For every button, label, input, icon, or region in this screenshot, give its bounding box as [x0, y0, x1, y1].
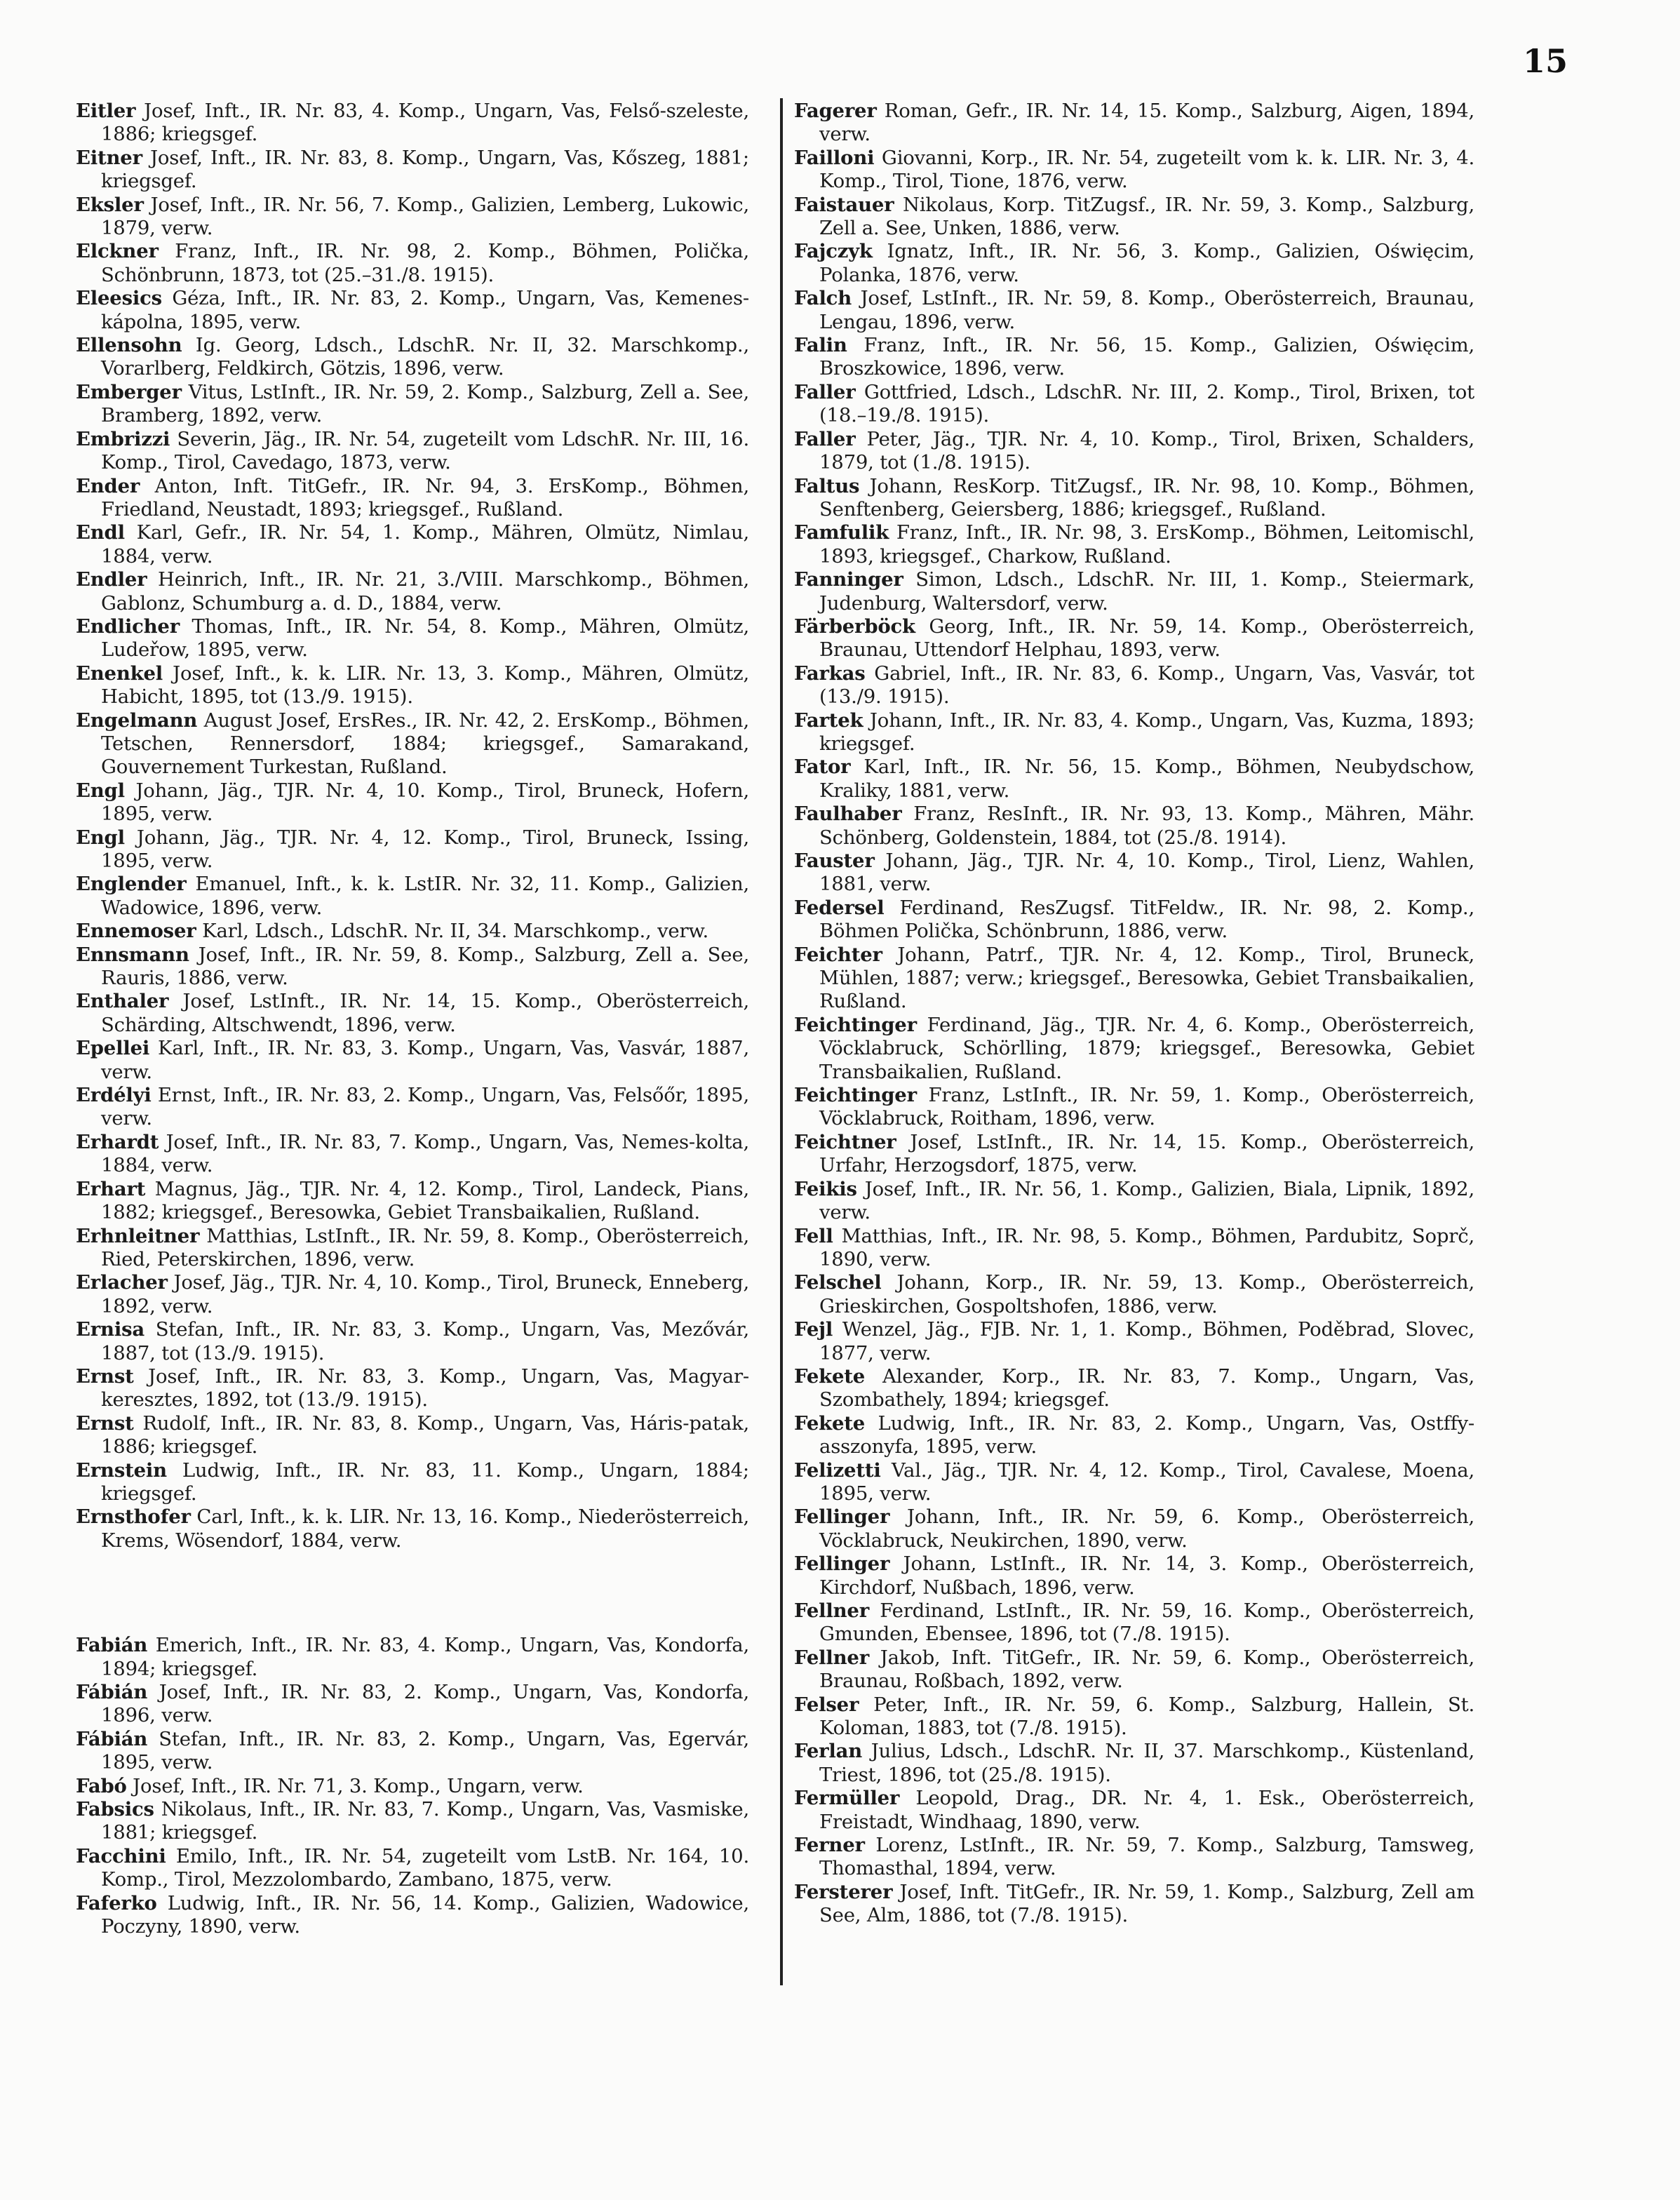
- entry-surname: Fauster: [794, 850, 875, 872]
- entry-surname: Endl: [76, 521, 125, 544]
- entry-details: Emanuel, Inft., k. k. LstIR. Nr. 32, 11. Komp., Galizien, Wadowice, 1896, verw.: [101, 873, 749, 919]
- register-entry: [76, 1412, 749, 1459]
- entry-surname: Endlicher: [76, 615, 180, 638]
- entry-surname: Fabsics: [76, 1798, 154, 1821]
- register-entry: [76, 920, 749, 943]
- entry-details: Simon, Ldsch., LdschR. Nr. III, 1. Komp., Steiermark, Judenburg, Waltersdorf, verw.: [819, 568, 1474, 615]
- register-entry: [76, 990, 749, 1037]
- entry-surname: Felizetti: [794, 1458, 881, 1482]
- register-entry: [76, 1681, 749, 1728]
- entry-surname: Engl: [76, 826, 125, 849]
- entry-surname: Embrizzi: [76, 427, 170, 450]
- entry-details: Franz, Inft., IR. Nr. 56, 15. Komp., Galizien, Oświęcim, Broszkowice, 1896, verw.: [819, 334, 1475, 380]
- entry-details: Severin, Jäg., IR. Nr. 54, zugeteilt vom LdschR. Nr. III, 16. Komp., Tirol, Cavedago, 1873, verw.: [101, 427, 749, 474]
- register-entry: [76, 1037, 749, 1084]
- register-entry: [76, 779, 749, 826]
- register-entry: [76, 1775, 749, 1798]
- right-column: [794, 100, 1474, 1928]
- entry-details: Johann, Jäg., TJR. Nr. 4, 10. Komp., Tirol, Bruneck, Hofern, 1895, verw.: [101, 779, 749, 826]
- entry-details: Josef, Inft., k. k. LIR. Nr. 13, 3. Komp., Mähren, Olmütz, Habicht, 1895, tot (13./9. 1915).: [101, 662, 749, 709]
- register-entry: [794, 756, 1474, 803]
- entry-details: Carl, Inft., k. k. LIR. Nr. 13, 16. Komp., Niederösterreich, Krems, Wösendorf, 1884, verw.: [101, 1505, 750, 1552]
- entry-surname: Fekete: [794, 1364, 866, 1388]
- entry-surname: Fábián: [76, 1727, 148, 1750]
- entry-details: Franz, Inft., IR. Nr. 98, 2. Komp., Böhmen, Polička, Schönbrunn, 1873, tot (25.–31./8. 1915).: [101, 240, 750, 286]
- entry-details: Peter, Inft., IR. Nr. 59, 6. Komp., Salzburg, Hallein, St. Koloman, 1883, tot (7./8. 1915).: [819, 1693, 1474, 1740]
- entry-details: Jakob, Inft. TitGefr., IR. Nr. 59, 6. Komp., Oberösterreich, Braunau, Roßbach, 1892, verw.: [819, 1646, 1474, 1693]
- register-entry: [794, 709, 1474, 756]
- entry-surname: Fabián: [76, 1634, 148, 1657]
- entry-details: Ludwig, Inft., IR. Nr. 83, 11. Komp., Ungarn, 1884; kriegsgef.: [101, 1458, 749, 1505]
- entry-details: Anton, Inft. TitGefr., IR. Nr. 94, 3. ErsKomp., Böhmen, Friedland, Neustadt, 1893; kriegsgef., Rußland.: [101, 474, 749, 521]
- entry-details: Nikolaus, Korp. TitZugsf., IR. Nr. 59, 3. Komp., Salzburg, Zell a. See, Unken, 1886, verw.: [819, 193, 1475, 240]
- register-entry: [76, 428, 749, 475]
- register-entry: [794, 1365, 1474, 1412]
- register-entry: [794, 897, 1474, 944]
- register-entry: [76, 1892, 749, 1939]
- register-entry: [794, 1271, 1474, 1318]
- entry-surname: Erhart: [76, 1177, 146, 1200]
- register-entry: [794, 1505, 1474, 1552]
- register-entry: [794, 1459, 1474, 1506]
- entry-details: Josef, LstInft., IR. Nr. 14, 15. Komp., Oberösterreich, Urfahr, Herzogsdorf, 1875, verw.: [819, 1130, 1474, 1177]
- entry-details: Ernst, Inft., IR. Nr. 83, 2. Komp., Ungarn, Vas, Felsőőr, 1895, verw.: [101, 1084, 749, 1130]
- entry-surname: Fersterer: [794, 1880, 893, 1903]
- entry-details: Josef, Inft., IR. Nr. 56, 7. Komp., Galizien, Lemberg, Lukowic, 1879, verw.: [101, 193, 749, 240]
- entry-surname: Ferner: [794, 1834, 865, 1857]
- register-entry: [794, 381, 1474, 428]
- entry-surname: Eitner: [76, 146, 142, 169]
- register-entry: [794, 428, 1474, 475]
- register-entry: [794, 1646, 1474, 1693]
- entry-surname: Erdélyi: [76, 1084, 152, 1107]
- entry-surname: Endler: [76, 568, 147, 591]
- register-entry: [76, 1798, 749, 1845]
- entry-surname: Erhardt: [76, 1130, 159, 1153]
- entry-details: Ferdinand, Jäg., TJR. Nr. 4, 6. Komp., Oberösterreich, Vöcklabruck, Schörlling, 1879; kriegsgef., Beresowka, Gebiet Transbaikalien, Rußland.: [819, 1013, 1474, 1083]
- entry-details: Josef, LstInft., IR. Nr. 14, 15. Komp., Oberösterreich, Schärding, Altschwendt, 1896, verw.: [101, 990, 749, 1036]
- entry-surname: Fagerer: [794, 100, 877, 122]
- register-entry: [76, 1728, 749, 1775]
- entry-details: Karl, Gefr., IR. Nr. 54, 1. Komp., Mähren, Olmütz, Nimlau, 1884, verw.: [101, 521, 749, 568]
- register-entry: [76, 240, 749, 287]
- register-entry: [794, 1318, 1474, 1365]
- entry-surname: Erhnleitner: [76, 1224, 200, 1247]
- entry-surname: Fartek: [794, 709, 863, 732]
- entry-surname: Ennemoser: [76, 920, 196, 943]
- entry-details: Lorenz, LstInft., IR. Nr. 59, 7. Komp., Salzburg, Tamsweg, Thomasthal, 1894, verw.: [819, 1834, 1474, 1880]
- register-entry: [76, 521, 749, 568]
- entry-details: Georg, Inft., IR. Nr. 59, 14. Komp., Oberösterreich, Braunau, Uttendorf Helphau, 1893, verw.: [819, 615, 1474, 662]
- entry-surname: Fermüller: [794, 1787, 900, 1810]
- entry-surname: Ernsthofer: [76, 1505, 191, 1529]
- entry-details: Josef, Inft., IR. Nr. 83, 3. Komp., Ungarn, Vas, Magyar-keresztes, 1892, tot (13./9. 1915).: [101, 1364, 750, 1411]
- register-entry: [76, 1459, 749, 1506]
- entry-details: August Josef, ErsRes., IR. Nr. 42, 2. ErsKomp., Böhmen, Tetschen, Rennersdorf, 1884; kriegsgef., Samarakand, Gouvernement Turkestan, Rußland.: [101, 709, 749, 779]
- entry-details: Ig. Georg, Ldsch., LdschR. Nr. II, 32. Marschkomp., Vorarlberg, Feldkirch, Götzis, 1896, verw.: [101, 334, 750, 380]
- register-entry: [794, 1131, 1474, 1178]
- entry-surname: Eitler: [76, 100, 136, 122]
- entry-details: Leopold, Drag., DR. Nr. 4, 1. Esk., Oberösterreich, Freistadt, Windhaag, 1890, verw.: [819, 1787, 1475, 1833]
- register-entry: [76, 1084, 749, 1131]
- entry-surname: Faltus: [794, 474, 860, 497]
- entry-details: Gabriel, Inft., IR. Nr. 83, 6. Komp., Ungarn, Vas, Vasvár, tot (13./9. 1915).: [819, 662, 1475, 709]
- entry-surname: Faller: [794, 427, 856, 450]
- entry-details: Emerich, Inft., IR. Nr. 83, 4. Komp., Ungarn, Vas, Kondorfa, 1894; kriegsgef.: [101, 1634, 749, 1680]
- register-entry: [794, 1787, 1474, 1834]
- entry-surname: Ernisa: [76, 1318, 145, 1341]
- entry-details: Josef, Inft., IR. Nr. 59, 8. Komp., Salzburg, Zell a. See, Rauris, 1886, verw.: [101, 943, 750, 990]
- register-entry: [76, 1225, 749, 1272]
- entry-details: Josef, Inft., IR. Nr. 83, 8. Komp., Ungarn, Vas, Kőszeg, 1881; kriegsgef.: [101, 146, 749, 193]
- entry-surname: Ernst: [76, 1364, 134, 1388]
- entry-details: Thomas, Inft., IR. Nr. 54, 8. Komp., Mähren, Olmütz, Ludeřow, 1895, verw.: [101, 615, 749, 662]
- entry-surname: Faistauer: [794, 193, 894, 216]
- register-entry: [794, 662, 1474, 709]
- entry-details: Emilo, Inft., IR. Nr. 54, zugeteilt vom LstB. Nr. 164, 10. Komp., Tirol, Mezzolombardo, Zambano, 1875, verw.: [101, 1844, 749, 1891]
- entry-details: Franz, ResInft., IR. Nr. 93, 13. Komp., Mähren, Mähr. Schönberg, Goldenstein, 1884, tot (25./8. 1914).: [819, 803, 1474, 849]
- entry-details: Josef, Inft., IR. Nr. 83, 2. Komp., Ungarn, Vas, Kondorfa, 1896, verw.: [101, 1681, 749, 1727]
- entry-details: Ferdinand, ResZugsf. TitFeldw., IR. Nr. 98, 2. Komp., Böhmen Polička, Schönbrunn, 1886, verw.: [819, 896, 1474, 943]
- entry-surname: Feikis: [794, 1177, 857, 1200]
- left-column: [76, 100, 749, 1938]
- entry-surname: Fellinger: [794, 1505, 890, 1529]
- register-entry: [794, 521, 1474, 568]
- entry-details: Johann, Inft., IR. Nr. 59, 6. Komp., Oberösterreich, Vöcklabruck, Neukirchen, 1890, verw.: [819, 1505, 1474, 1552]
- register-entry: [76, 709, 749, 779]
- entry-details: Rudolf, Inft., IR. Nr. 83, 8. Komp., Ungarn, Vas, Háris-patak, 1886; kriegsgef.: [101, 1411, 749, 1458]
- entry-surname: Epellei: [76, 1037, 150, 1060]
- entry-details: Peter, Jäg., TJR. Nr. 4, 10. Komp., Tirol, Brixen, Schalders, 1879, tot (1./8. 1915).: [819, 427, 1474, 474]
- entry-surname: Fejl: [794, 1318, 833, 1341]
- register-entry: [76, 1131, 749, 1178]
- register-entry: [794, 1084, 1474, 1131]
- entry-details: Val., Jäg., TJR. Nr. 4, 12. Komp., Tirol, Cavalese, Moena, 1895, verw.: [819, 1458, 1475, 1505]
- entry-details: Josef, Inft., IR. Nr. 71, 3. Komp., Ungarn, verw.: [133, 1774, 584, 1797]
- entry-surname: Falch: [794, 287, 852, 310]
- entry-surname: Engl: [76, 779, 125, 802]
- entry-surname: Fellner: [794, 1599, 869, 1622]
- entry-surname: Elckner: [76, 240, 159, 263]
- entry-details: Karl, Inft., IR. Nr. 83, 3. Komp., Ungarn, Vas, Vasvár, 1887, verw.: [101, 1037, 750, 1083]
- register-entry: [794, 1599, 1474, 1646]
- entry-surname: Federsel: [794, 896, 885, 919]
- register-entry: [76, 100, 749, 147]
- entry-details: Gottfried, Ldsch., LdschR. Nr. III, 2. Komp., Tirol, Brixen, tot (18.–19./8. 1915).: [819, 380, 1474, 427]
- entry-surname: Fabó: [76, 1774, 127, 1797]
- entry-surname: Fanninger: [794, 568, 903, 591]
- register-entry: [76, 1318, 749, 1365]
- register-entry: [794, 287, 1474, 334]
- register-entry: [76, 475, 749, 522]
- entry-surname: Ernst: [76, 1411, 134, 1435]
- entry-details: Johann, Jäg., TJR. Nr. 4, 10. Komp., Tirol, Lienz, Wahlen, 1881, verw.: [819, 850, 1474, 896]
- entry-details: Heinrich, Inft., IR. Nr. 21, 3./VIII. Marschkomp., Böhmen, Gablonz, Schumburg a. d. D., 1884, verw.: [101, 568, 749, 615]
- entry-surname: Ellensohn: [76, 334, 182, 357]
- entry-details: Julius, Ldsch., LdschR. Nr. II, 37. Marschkomp., Küstenland, Triest, 1896, tot (25./8. 1915).: [819, 1740, 1474, 1786]
- entry-details: Vitus, LstInft., IR. Nr. 59, 2. Komp., Salzburg, Zell a. See, Bramberg, 1892, verw.: [101, 380, 749, 427]
- entry-details: Stefan, Inft., IR. Nr. 83, 2. Komp., Ungarn, Vas, Egervár, 1895, verw.: [101, 1727, 749, 1774]
- register-entry: [76, 1365, 749, 1412]
- entry-details: Alexander, Korp., IR. Nr. 83, 7. Komp., Ungarn, Vas, Szombathely, 1894; kriegsgef.: [819, 1364, 1474, 1411]
- entry-details: Johann, Patrf., TJR. Nr. 4, 12. Komp., Tirol, Bruneck, Mühlen, 1887; verw.; kriegsgef., Beresowka, Gebiet Transbaikalien, Rußland.: [819, 943, 1475, 1013]
- register-entry: [76, 1845, 749, 1892]
- register-entry: [794, 1014, 1474, 1084]
- entry-details: Karl, Ldsch., LdschR. Nr. II, 34. Marschkomp., verw.: [202, 920, 709, 943]
- entry-surname: Fellinger: [794, 1552, 890, 1576]
- entry-details: Roman, Gefr., IR. Nr. 14, 15. Komp., Salzburg, Aigen, 1894, verw.: [819, 100, 1474, 146]
- register-entry: [76, 873, 749, 920]
- entry-surname: Feichtinger: [794, 1013, 917, 1036]
- register-entry: [76, 147, 749, 194]
- entry-surname: Felser: [794, 1693, 859, 1716]
- register-entry: [794, 1552, 1474, 1599]
- entry-details: Franz, Inft., IR. Nr. 98, 3. ErsKomp., Böhmen, Leitomischl, 1893, kriegsgef., Charkow, Rußland.: [819, 521, 1474, 568]
- entry-surname: Ferlan: [794, 1740, 863, 1763]
- register-entry: [76, 1178, 749, 1225]
- register-entry: [794, 568, 1474, 615]
- register-entry: [76, 1271, 749, 1318]
- entry-details: Franz, LstInft., IR. Nr. 59, 1. Komp., Oberösterreich, Vöcklabruck, Roitham, 1896, verw.: [819, 1084, 1474, 1130]
- entry-details: Ignatz, Inft., IR. Nr. 56, 3. Komp., Galizien, Oświęcim, Polanka, 1876, verw.: [819, 240, 1474, 286]
- entry-surname: Emberger: [76, 380, 182, 403]
- entry-details: Matthias, LstInft., IR. Nr. 59, 8. Komp., Oberösterreich, Ried, Peterskirchen, 1896, verw.: [101, 1224, 749, 1270]
- entry-surname: Falin: [794, 334, 847, 357]
- register-entry: [76, 194, 749, 241]
- entry-details: Matthias, Inft., IR. Nr. 98, 5. Komp., Böhmen, Pardubitz, Soprč, 1890, verw.: [819, 1224, 1474, 1270]
- entry-surname: Faferko: [76, 1891, 157, 1914]
- entry-surname: Faulhaber: [794, 803, 902, 826]
- entry-surname: Färberböck: [794, 615, 915, 638]
- entry-surname: Enenkel: [76, 662, 163, 685]
- entry-surname: Fellner: [794, 1646, 869, 1669]
- register-entry: [794, 334, 1474, 381]
- entry-surname: Facchini: [76, 1844, 166, 1867]
- register-entry: [76, 1505, 749, 1552]
- register-entry: [76, 826, 749, 873]
- entry-surname: Engelmann: [76, 709, 198, 732]
- register-entry: [794, 1834, 1474, 1881]
- entry-surname: Feichtinger: [794, 1084, 917, 1107]
- entry-surname: Feichter: [794, 943, 882, 966]
- entry-surname: Fábián: [76, 1681, 148, 1703]
- register-entry: [76, 568, 749, 615]
- entry-details: Giovanni, Korp., IR. Nr. 54, zugeteilt vom k. k. LIR. Nr. 3, 4. Komp., Tirol, Tione, 1876, verw.: [819, 146, 1474, 193]
- entry-details: Johann, LstInft., IR. Nr. 14, 3. Komp., Oberösterreich, Kirchdorf, Nußbach, 1896, verw.: [819, 1552, 1474, 1599]
- register-entry: [794, 803, 1474, 850]
- register-entry: [76, 1634, 749, 1681]
- entry-surname: Fell: [794, 1224, 833, 1247]
- entry-details: Josef, Inft. TitGefr., IR. Nr. 59, 1. Komp., Salzburg, Zell am See, Alm, 1886, tot (7./8. 1915).: [819, 1880, 1474, 1927]
- entry-surname: Enthaler: [76, 990, 169, 1013]
- register-entry: [794, 1412, 1474, 1459]
- entry-details: Johann, ResKorp. TitZugsf., IR. Nr. 98, 10. Komp., Böhmen, Senftenberg, Geiersberg, 1886; kriegsgef., Rußland.: [819, 474, 1475, 521]
- entry-surname: Fekete: [794, 1411, 866, 1435]
- register-entry: [794, 944, 1474, 1014]
- entry-surname: Ennsmann: [76, 943, 189, 966]
- entry-details: Ludwig, Inft., IR. Nr. 56, 14. Komp., Galizien, Wadowice, Poczyny, 1890, verw.: [101, 1891, 750, 1938]
- entry-details: Wenzel, Jäg., FJB. Nr. 1, 1. Komp., Böhmen, Poděbrad, Slovec, 1877, verw.: [819, 1318, 1474, 1364]
- entry-surname: Englender: [76, 873, 187, 896]
- entry-details: Josef, Inft., IR. Nr. 56, 1. Komp., Galizien, Biala, Lipnik, 1892, verw.: [819, 1177, 1474, 1224]
- register-entry: [794, 1693, 1474, 1740]
- register-entry: [794, 194, 1474, 241]
- register-entry: [794, 240, 1474, 287]
- entry-surname: Ender: [76, 474, 140, 497]
- entry-surname: Faller: [794, 380, 856, 403]
- register-entry: [794, 1881, 1474, 1928]
- register-entry: [76, 287, 749, 334]
- entry-surname: Famfulik: [794, 521, 889, 544]
- register-entry: [794, 1740, 1474, 1787]
- entry-details: Karl, Inft., IR. Nr. 56, 15. Komp., Böhmen, Neubydschow, Kraliky, 1881, verw.: [819, 756, 1474, 802]
- section-gap: [76, 1552, 749, 1634]
- register-entry: [794, 100, 1474, 147]
- register-entry: [794, 147, 1474, 194]
- entry-surname: Eleesics: [76, 287, 162, 310]
- entry-details: Magnus, Jäg., TJR. Nr. 4, 12. Komp., Tirol, Landeck, Pians, 1882; kriegsgef., Beresowka, Gebiet Transbaikalien, Rußland.: [101, 1177, 749, 1224]
- entry-surname: Felschel: [794, 1271, 882, 1294]
- entry-surname: Fator: [794, 756, 851, 779]
- register-entry: [794, 1178, 1474, 1225]
- entry-surname: Feichtner: [794, 1130, 896, 1153]
- register-entry: [76, 381, 749, 428]
- entry-surname: Fajczyk: [794, 240, 873, 263]
- register-entry: [794, 850, 1474, 897]
- page-number: 15: [1522, 42, 1568, 80]
- entry-surname: Failloni: [794, 146, 875, 169]
- column-divider: [780, 98, 783, 1985]
- entry-details: Josef, LstInft., IR. Nr. 59, 8. Komp., Oberösterreich, Braunau, Lengau, 1896, verw.: [819, 287, 1474, 333]
- entry-details: Josef, Inft., IR. Nr. 83, 4. Komp., Ungarn, Vas, Felső-szeleste, 1886; kriegsgef.: [101, 100, 749, 146]
- entry-surname: Eksler: [76, 193, 144, 216]
- entry-surname: Farkas: [794, 662, 866, 685]
- entry-details: Josef, Jäg., TJR. Nr. 4, 10. Komp., Tirol, Bruneck, Enneberg, 1892, verw.: [101, 1271, 749, 1317]
- entry-details: Nikolaus, Inft., IR. Nr. 83, 7. Komp., Ungarn, Vas, Vasmiske, 1881; kriegsgef.: [101, 1798, 750, 1844]
- entry-details: Ludwig, Inft., IR. Nr. 83, 2. Komp., Ungarn, Vas, Ostffy-asszonyfa, 1895, verw.: [819, 1411, 1475, 1458]
- register-entry: [794, 1225, 1474, 1272]
- entry-surname: Erlacher: [76, 1271, 168, 1294]
- entry-details: Johann, Inft., IR. Nr. 83, 4. Komp., Ungarn, Vas, Kuzma, 1893; kriegsgef.: [819, 709, 1474, 755]
- entry-details: Ferdinand, LstInft., IR. Nr. 59, 16. Komp., Oberösterreich, Gmunden, Ebensee, 1896, tot (7./8. 1915).: [819, 1599, 1474, 1646]
- entry-details: Johann, Jäg., TJR. Nr. 4, 12. Komp., Tirol, Bruneck, Issing, 1895, verw.: [101, 826, 749, 872]
- register-entry: [76, 615, 749, 662]
- entry-details: Josef, Inft., IR. Nr. 83, 7. Komp., Ungarn, Vas, Nemes-kolta, 1884, verw.: [101, 1130, 749, 1177]
- entry-details: Stefan, Inft., IR. Nr. 83, 3. Komp., Ungarn, Vas, Mezővár, 1887, tot (13./9. 1915).: [101, 1318, 749, 1364]
- register-entry: [76, 334, 749, 381]
- entry-details: Géza, Inft., IR. Nr. 83, 2. Komp., Ungarn, Vas, Kemenes-kápolna, 1895, verw.: [101, 287, 749, 333]
- register-entry: [76, 662, 749, 709]
- entry-details: Johann, Korp., IR. Nr. 59, 13. Komp., Oberösterreich, Grieskirchen, Gospoltshofen, 1886, verw.: [819, 1271, 1474, 1317]
- register-entry: [76, 944, 749, 991]
- register-entry: [794, 615, 1474, 662]
- entry-surname: Ernstein: [76, 1458, 167, 1482]
- register-entry: [794, 475, 1474, 522]
